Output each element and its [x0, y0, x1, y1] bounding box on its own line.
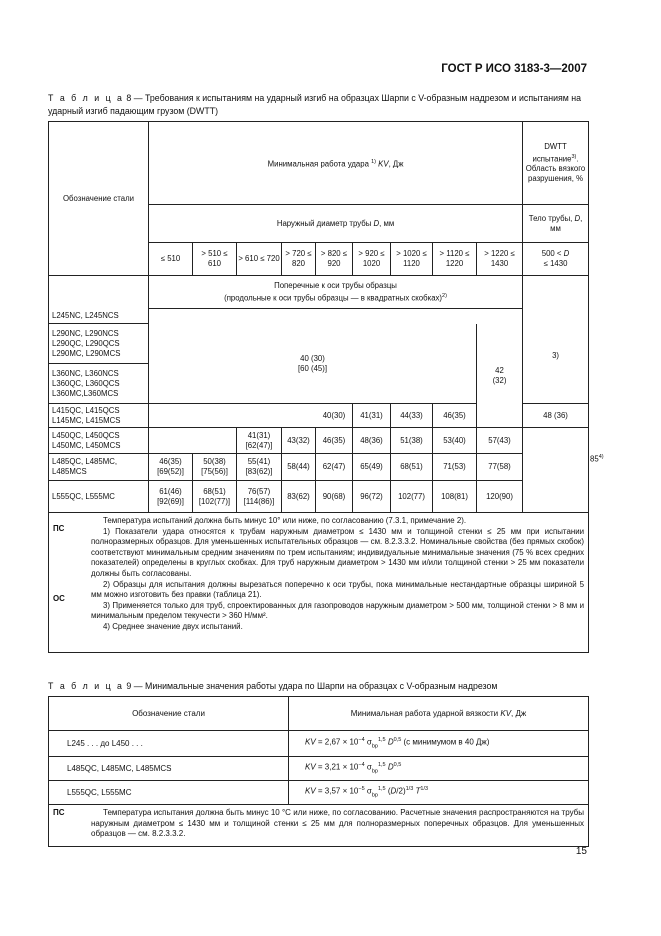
- value-cell: 43(32): [282, 428, 316, 454]
- caption-number: 9: [126, 681, 132, 691]
- ps-label: ПС: [53, 524, 65, 533]
- value-cell: 40(30): [316, 404, 353, 428]
- range-cell: > 820 ≤ 920: [316, 243, 353, 276]
- table9-caption: [48, 680, 588, 693]
- value-cell: 68(51): [391, 454, 433, 481]
- outer-diameter-header: Наружный диаметр трубы D, мм: [149, 205, 523, 243]
- value-cell: 53(40): [433, 428, 477, 454]
- grade-cell: L290NC, L290NCS L290QC, L290QCS L290MC, L290MCS: [49, 324, 149, 364]
- caption-label: Т а б л и ц а: [48, 93, 124, 103]
- note-2: 2) Образцы для испытания должны вырезаться поперечно к оси трубы, пока минимальные нестандартные образцы шириной 5 мм можно изготовить без правки (таблица 21).: [91, 579, 585, 600]
- note-3: 3) Применяется только для труб, спроектированных для газопроводов наружным диаметром > 500 мм, толщиной стенки > 8 мм и минимальным пределом текучести > 360 Н/мм².: [91, 600, 585, 621]
- value-cell: 44(33): [391, 404, 433, 428]
- value-text: 85: [590, 454, 599, 464]
- grade-header: Обозначение стали: [49, 122, 149, 276]
- value-text: (32): [492, 375, 507, 385]
- value-cell: 90(68): [316, 481, 353, 513]
- note-4: 4) Среднее значение двух испытаний.: [103, 621, 243, 631]
- grade-cell: L450QC, L450QCS L450MC, L450MCS: [49, 428, 149, 454]
- document-header: ГОСТ Р ИСО 3183-3—2007: [441, 63, 587, 75]
- range-cell: > 1120 ≤ 1220: [433, 243, 477, 276]
- dwtt-range-cell: 500 < D ≤ 1430: [523, 243, 589, 276]
- value-cell: 108(81): [433, 481, 477, 513]
- grade-cell: L245NC, L245NCS: [49, 309, 149, 324]
- table-9: [48, 696, 589, 847]
- grade-cell: L555QC, L555MC: [49, 781, 289, 805]
- value-cell: 62(47): [316, 454, 353, 481]
- table8-caption: [48, 92, 588, 118]
- grade-cell: L485QC, L485MC, L485MCS: [49, 757, 289, 781]
- table8-notes: [49, 513, 589, 653]
- value-40-cell: [149, 324, 477, 404]
- value-cell: 46(35): [316, 428, 353, 454]
- value-cell: 46(35) [69(52)]: [149, 454, 193, 481]
- value-cell: 50(38) [75(56)]: [193, 454, 237, 481]
- value-42-cell: [477, 324, 523, 428]
- value-text: 42: [495, 365, 504, 375]
- blank-cell: [149, 309, 523, 324]
- blank-cell: [149, 428, 237, 454]
- grade-header: Обозначение стали: [49, 697, 289, 731]
- value-cell: 41(31): [353, 404, 391, 428]
- page-number: 15: [575, 846, 587, 857]
- value-cell: 76(57) [114(86)]: [237, 481, 282, 513]
- value-cell: 48(36): [353, 428, 391, 454]
- value-cell: 83(62): [282, 481, 316, 513]
- value-text: [60 (45)]: [297, 363, 328, 373]
- caption-text: — Минимальные значения работы удара по Шарпи на образцах с V-образным надрезом: [131, 681, 498, 691]
- value-cell: 71(53): [433, 454, 477, 481]
- blank-cell: [523, 276, 589, 309]
- caption-number: 8: [126, 93, 132, 103]
- table-8: [48, 121, 604, 653]
- grade-cell: L245 . . . до L450 . . .: [49, 731, 289, 757]
- value-cell: 55(41) [83(62)]: [237, 454, 282, 481]
- value-cell: 102(77): [391, 481, 433, 513]
- value-cell: 68(51) [102(77)]: [193, 481, 237, 513]
- table9-note: [49, 805, 589, 847]
- caption-text: — Требования к испытаниям на ударный изгиб на образцах Шарпи с V-образным надрезом и испытаниям на ударный изгиб падающим грузом (DWTT): [48, 93, 582, 116]
- blank-cell: [49, 276, 149, 309]
- dwtt-note3-cell: 3): [523, 309, 589, 404]
- value-cell: 65(49): [353, 454, 391, 481]
- value-cell: 96(72): [353, 481, 391, 513]
- value-cell: 58(44): [282, 454, 316, 481]
- note-1: 1) Показатели удара относятся к трубам наружным диаметром ≤ 1430 мм и толщиной стенки ≤ 25 мм при испытании полноразмерных образцов. Для уменьшенных испытательных образцов — см. 8.2.3.3.2. Номинальные свойства (без прямых скобок) соответствуют минимальным средним значениям по трем испытаниям; индивидуальные минимальные значения (75 % всех средних показателей) определены в круглых скобках. Для труб наружным диаметром > 1430 мм и/или толщиной стенки > 25 мм показатели должны быть согласованы.: [91, 526, 585, 578]
- formula-cell: KV = $2,67 \times 10^{-4}$ $\sigma_{bp}^{1,5}$ D$^{0,5}$ (с минимумом в 40 Дж): [289, 731, 589, 757]
- value-cell: 61(46) [92(69)]: [149, 481, 193, 513]
- range-cell: > 610 ≤ 720: [237, 243, 282, 276]
- note-text: Температура испытания должна быть минус 10 °С или ниже, по согласованию. Расчетные значения распространяются на трубы наружным диаметром ≤ 1430 мм и толщиной стенки ≤ 25 мм для полноразмерных поперечных образцов. Для уменьшенных образцов — см. 8.2.3.3.2.: [91, 808, 584, 839]
- range-cell: > 1220 ≤ 1430: [477, 243, 523, 276]
- blank-cell: [149, 404, 316, 428]
- value-cell: 77(58): [477, 454, 523, 481]
- value-cell: 41(31) [62(47)]: [237, 428, 282, 454]
- grade-cell: L555QC, L555MC: [49, 481, 149, 513]
- caption-label: Т а б л и ц а: [48, 681, 124, 691]
- value-cell: 57(43): [477, 428, 523, 454]
- formula-cell: KV = $3,57 \times 10^{-5}$ $\sigma_{bp}^{1,5}$ $(D/2)^{1/3}$ $T^{1/3}$: [289, 781, 589, 805]
- range-cell: > 720 ≤ 820: [282, 243, 316, 276]
- value-cell: 48 (36): [523, 404, 589, 428]
- range-cell: > 1020 ≤ 1120: [391, 243, 433, 276]
- grade-cell: L415QC, L415QCS L145MC, L415MCS: [49, 404, 149, 428]
- range-cell: ≤ 510: [149, 243, 193, 276]
- range-cell: > 920 ≤ 1020: [353, 243, 391, 276]
- orientation-note: Поперечные к оси трубы образцы (продольные к оси трубы образцы — в квадратных скобках)$^{2)}$: [149, 276, 523, 309]
- footnote-mark: 4): [598, 453, 604, 460]
- note-ps: Температура испытаний должна быть минус 10° или ниже, по согласованию (7.3.1, примечание 2).: [103, 516, 467, 525]
- energy-header: Минимальная работа ударной вязкости KV, Дж: [289, 697, 589, 731]
- value-text: 40 (30): [300, 353, 325, 363]
- value-cell: 51(38): [391, 428, 433, 454]
- min-energy-header: Минимальная работа удара $^{1)}$ KV, Дж: [149, 122, 523, 205]
- os-label: ОС: [53, 594, 65, 603]
- dwtt-header: DWTT испытание$^{3)}$. Область вязкого разрушения, %: [523, 122, 589, 205]
- pipe-body-header: Тело трубы, D, мм: [523, 205, 589, 243]
- value-cell: 46(35): [433, 404, 477, 428]
- ps-label: ПС: [53, 808, 65, 817]
- grade-cell: L360NC, L360NCS L360QC, L360QCS L360MC,L360MCS: [49, 364, 149, 404]
- grade-cell: L485QC, L485MC, L485MCS: [49, 454, 149, 481]
- range-cell: > 510 ≤ 610: [193, 243, 237, 276]
- value-cell: 120(90): [477, 481, 523, 513]
- formula-cell: KV = $3,21 \times 10^{-4}$ $\sigma_{bp}^{1,5}$ D$^{0,5}$: [289, 757, 589, 781]
